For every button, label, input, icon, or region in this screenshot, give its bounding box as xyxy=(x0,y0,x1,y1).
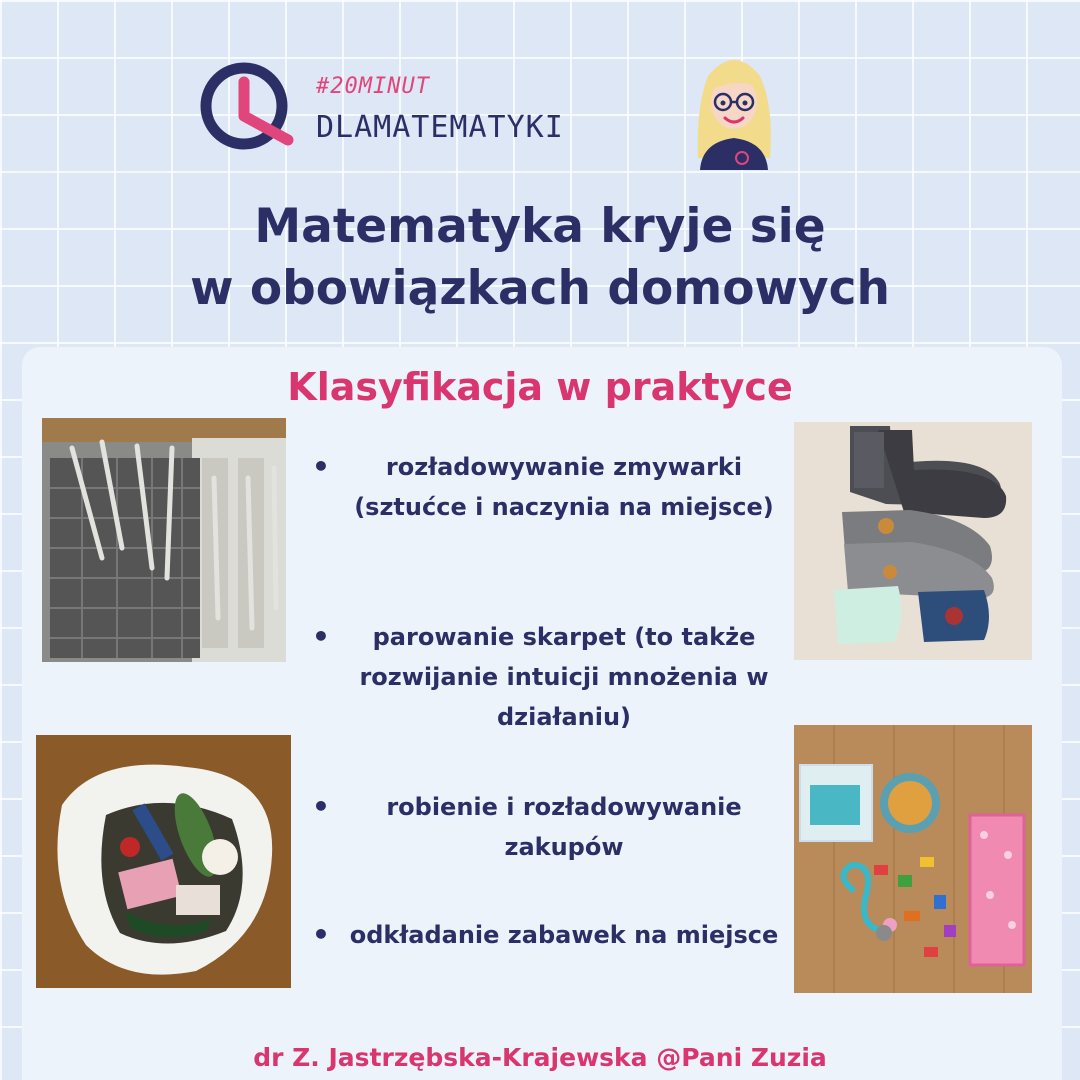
list-item xyxy=(306,447,794,527)
pani-zuzia-avatar xyxy=(688,46,780,170)
logo-wordmark: DLAMATEMATYKI xyxy=(316,110,564,145)
clock-q-logo-icon xyxy=(196,58,296,158)
section-subtitle: Klasyfikacja w praktyce xyxy=(287,365,793,409)
cutlery-basket-photo xyxy=(42,418,286,662)
brand-logo xyxy=(196,58,564,158)
bullet-marker: • xyxy=(312,620,330,653)
title-line-2: w obowiązkach domowych xyxy=(190,261,890,316)
page-title xyxy=(0,196,1080,320)
sorted-toys-photo xyxy=(794,725,1032,993)
paired-socks-photo xyxy=(794,422,1032,660)
list-item xyxy=(306,617,794,737)
bullet-marker: • xyxy=(312,918,330,951)
bullet-marker: • xyxy=(312,790,330,823)
bullet-text: rozładowywanie zmywarki (sztućce i naczynia na miejsce) xyxy=(354,453,774,521)
bullet-text: robienie i rozładowywanie zakupów xyxy=(386,793,742,861)
bullet-marker: • xyxy=(312,450,330,483)
logo-hashtag: #20MINUT xyxy=(316,74,430,99)
author-credit: dr Z. Jastrzębska-Krajewska @Pani Zuzia xyxy=(253,1043,827,1072)
list-item xyxy=(306,915,794,955)
title-line-1: Matematyka kryje się xyxy=(254,199,826,254)
shopping-bag-photo xyxy=(36,735,291,988)
bullet-text: odkładanie zabawek na miejsce xyxy=(349,921,779,949)
list-item xyxy=(306,787,794,867)
bullet-text: parowanie skarpet (to także rozwijanie intuicji mnożenia w działaniu) xyxy=(359,623,769,731)
